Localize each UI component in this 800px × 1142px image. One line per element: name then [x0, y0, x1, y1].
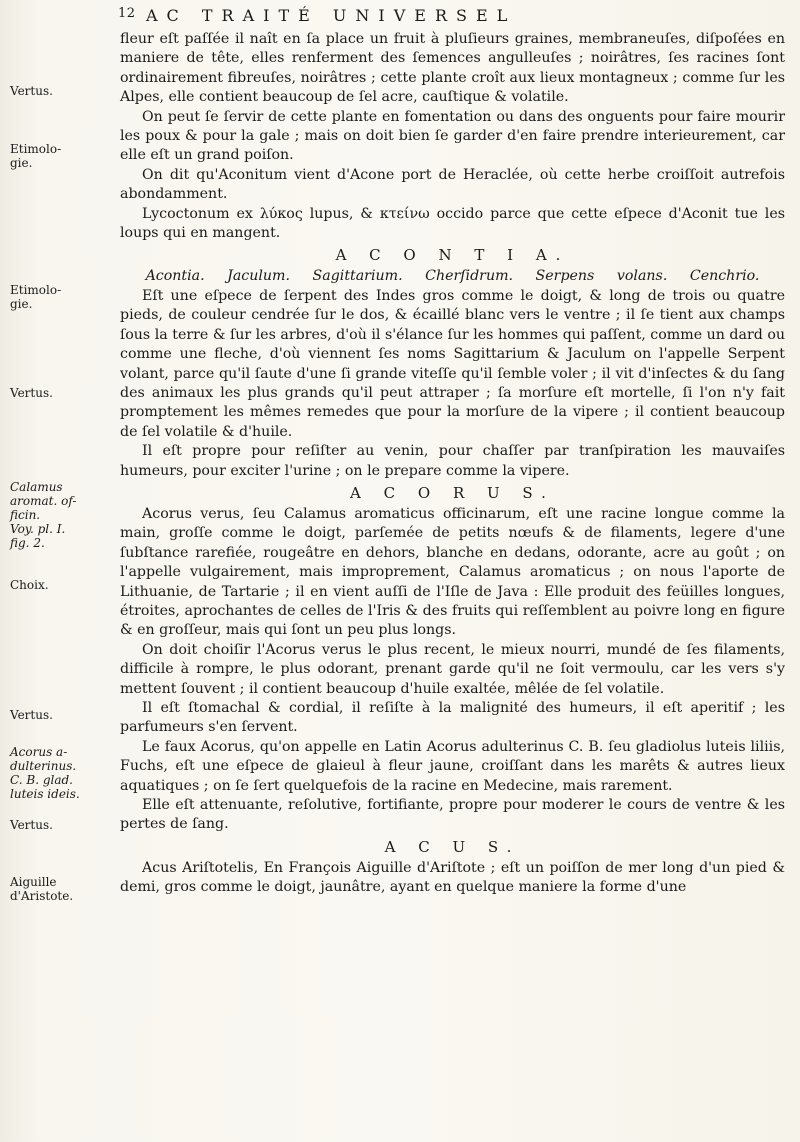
paragraph: On peut ſe ſervir de cette plante en fomentation ou dans des onguents pour faire mourir les poux & pour la gale ; mais on doit bien ſe garder d'en faire prendre interieurement, car elle eſt un grand poiſon.: [120, 108, 785, 164]
paragraph: On dit qu'Aconitum vient d'Acone port de Heraclée, où cette herbe croiſſoit autrefois abondamment.: [120, 166, 785, 203]
body-text: [120, 30, 785, 898]
margin-note-choix: Choix.: [10, 578, 49, 592]
paragraph: Acorus verus, ſeu Calamus aromaticus officinarum, eſt une racine longue comme la main, groſſe comme le doigt, parſemée de petits nœufs & de filaments, legere d'une ſubſtance rarefiée, rougeâtre en dehors, blanche en dedans, odorante, acre au goût ; on l'appelle vulgairement, mais improprement, Calamus aromaticus ; on nous l'aporte de Lithuanie, de Tartarie ; il en vient auſſi de l'Iſle de Java : Elle produit des feüilles longues, étroites, aprochantes de celles de l'Iris & des fruits qui reſſemblent au poivre long en figure & en groſſeur, mais qui ſont un peu plus longs.: [120, 505, 785, 639]
running-header: [118, 6, 768, 26]
margin-note-vertus: Vertus.: [10, 386, 53, 400]
margin-note-vertus: Vertus.: [10, 84, 53, 98]
margin-note-etimologie: Etimolo- gie.: [10, 283, 62, 311]
paragraph: On doit choiſir l'Acorus verus le plus recent, le mieux nourri, mundé de ſes filaments, difficile à rompre, le plus odorant, prenant garde qu'il ne ſoit vermoulu, car les vers s'y mettent ſouvent ; il contient beaucoup d'huile exaltée, mêlée de ſel volatile.: [120, 641, 785, 697]
paragraph: Acus Ariſtotelis, En François Aiguille d'Ariſtote ; eſt un poiſſon de mer long d'un pied & demi, gros comme le doigt, jaunâtre, ayant en quelque maniere la forme d'une: [120, 859, 785, 896]
margin-note-vertus: Vertus.: [10, 818, 53, 832]
paragraph: Il eſt propre pour reſiſter au venin, pour chaſſer par tranſpiration les mauvaiſes humeurs, pour exciter l'urine ; on le prepare comme la vipere.: [120, 443, 785, 479]
margin-note-calamus: Calamus aromat. of- ficin. Voy. pl. I. fig. 2.: [10, 480, 77, 550]
page-number: 12: [118, 6, 136, 21]
margin-note-vertus: Vertus.: [10, 708, 53, 722]
margin-note-etimologie: Etimolo- gie.: [10, 142, 62, 170]
margin-note-acorus-adulterinus: Acorus a- dulterinus. C. B. glad. luteis ideis.: [10, 745, 80, 801]
paragraph: Eſt une eſpece de ſerpent des Indes gros comme le doigt, & long de trois ou quatre pieds, de couleur cendrée ſur le dos, & écaillé blanc vers le ventre ; il ſe tient aux champs ſous la terre & ſur les arbres, d'où il s'élance ſur les hommes qui paſſent, comme un dard ou comme une fleche, d'où viennent ſes noms Sagittarium & Jaculum on l'appelle Serpent volant, parce qu'il ſaute d'une ſi grande viteſſe qu'il ſemble voler ; il vit d'inſectes & du ſang des animaux les plus grands qu'il peut attraper ; ſa morſure eſt mortelle, ſi l'on n'y fait promptement les mêmes remedes que pour la morſure de la vipere ; il contient beaucoup de ſel volatile & d'huile.: [120, 287, 785, 440]
running-title: AC TRAITÉ UNIVERSEL: [146, 6, 517, 25]
paragraph: Le faux Acorus, qu'on appelle en Latin Acorus adulterinus C. B. ſeu gladiolus luteis liliis, Fuchs, eſt une eſpece de glaieul à fleur jaune, croiſſant dans les marêts & autres lieux aquatiques ; on ſe ſert quelquefois de la racine en Medecine, mais rarement.: [120, 738, 785, 794]
paragraph: Elle eſt attenuante, reſolutive, fortifiante, propre pour moderer le cours de ventre & les pertes de ſang.: [120, 797, 785, 833]
section-title-acorus: A C O R U S.: [350, 483, 555, 502]
section-title-acus: A C U S.: [384, 837, 521, 856]
paragraph: Lycoctonum ex λύκος lupus, & κτείνω occido parce que cette eſpece d'Aconit tue les loups qui en mangent.: [120, 205, 785, 242]
section-title-acontia: A C O N T I A.: [335, 246, 570, 265]
paragraph: fleur eſt paſſée il naît en ſa place un fruit à pluſieurs graines, membraneuſes, diſpoſées en maniere de tête, elles renferment des ſemences angulleuſes ; noirâtres, ſes racines ſont ordinairement fibreuſes, noirâtres ; cette plante croît aux lieux montagneux ; comme ſur les Alpes, elle contient beaucoup de ſel acre, cauſtique & volatile.: [120, 31, 785, 106]
paragraph: Il eſt ſtomachal & cordial, il reſiſte à la malignité des humeurs, il eſt aperitif ; les parfumeurs s'en ſervent.: [120, 700, 785, 736]
synonyms-line: Acontia. Jaculum. Sagittarium. Cherſidrum. Serpens volans. Cenchrio.: [145, 268, 760, 285]
margin-note-aiguille: Aiguille d'Aristote.: [10, 875, 74, 903]
